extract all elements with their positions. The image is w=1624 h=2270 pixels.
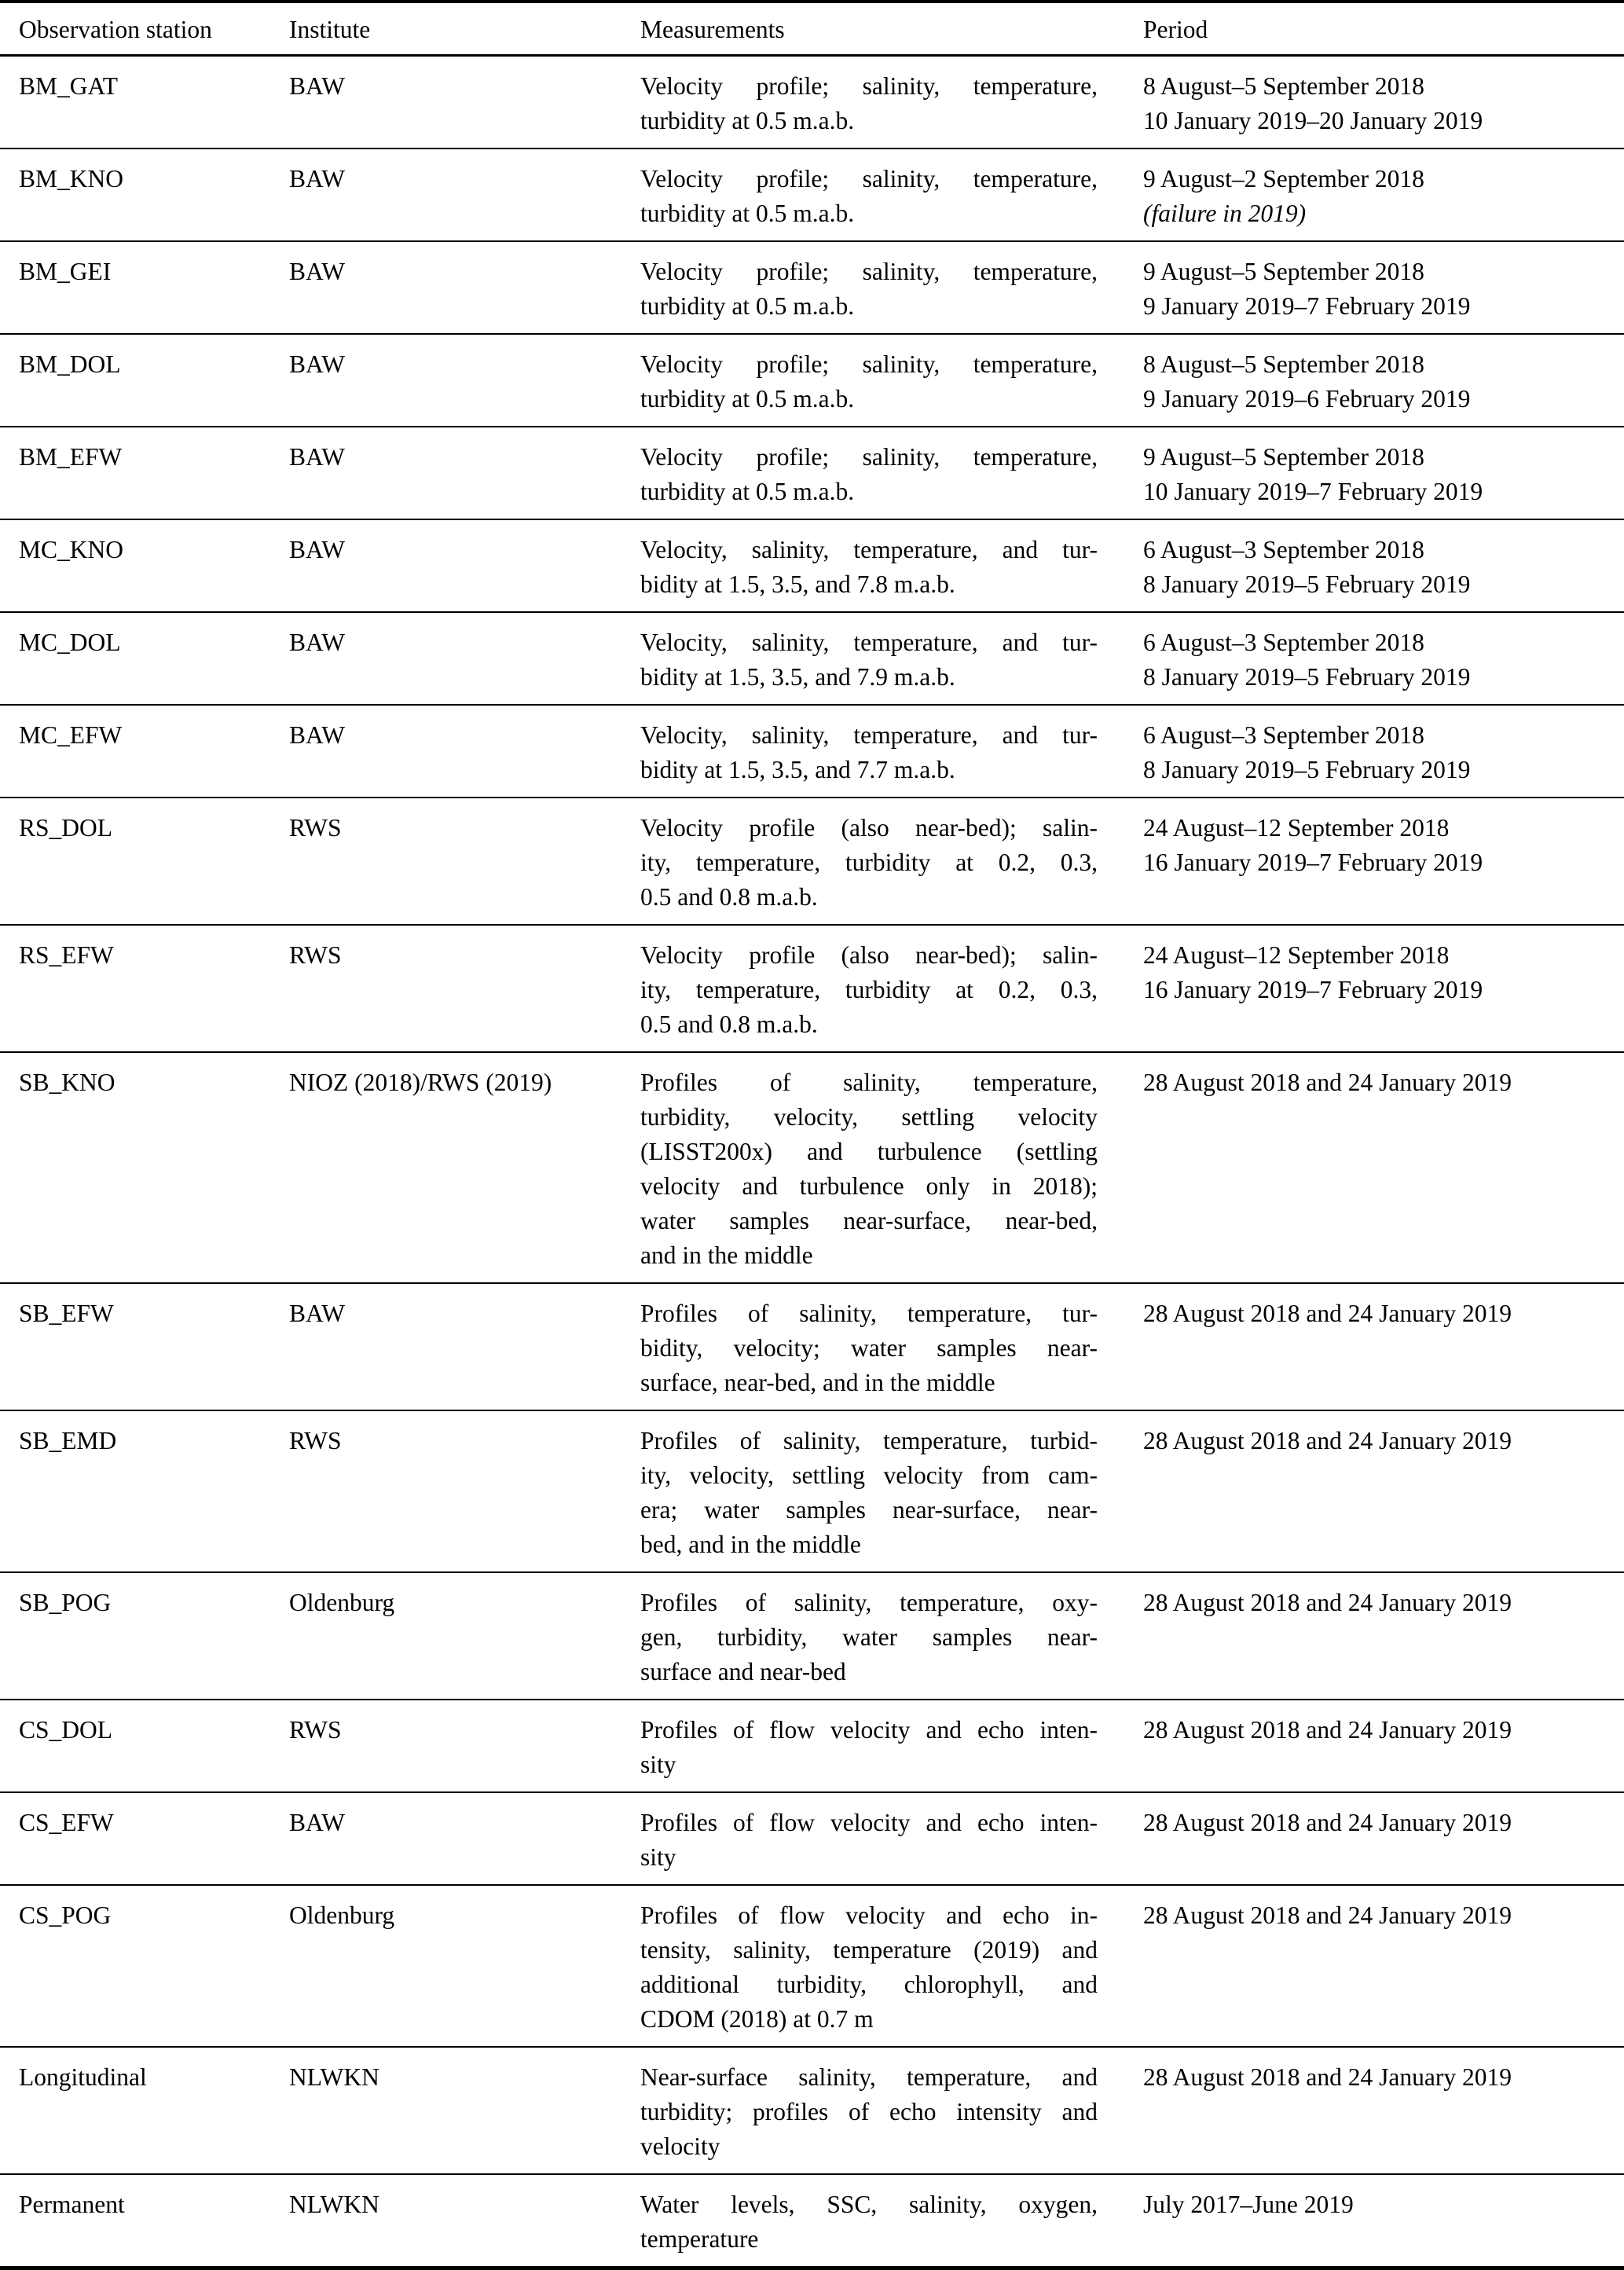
station-cell: BM_KNO: [19, 165, 124, 193]
institute-cell: BAW: [289, 629, 345, 656]
column-header-period: Period: [1143, 2, 1624, 56]
institute-cell: BAW: [289, 1809, 345, 1836]
measurements-cell: Velocity, salinity, temperature, and tur- bidity at 1.5, 3.5, and 7.9 m.a.b.: [640, 629, 1098, 691]
period-cell: 9 August–2 September 2018 (failure in 2019): [1143, 165, 1424, 227]
station-cell: MC_KNO: [19, 536, 124, 563]
measurements-cell: Velocity, salinity, temperature, and tur- bidity at 1.5, 3.5, and 7.7 m.a.b.: [640, 721, 1098, 783]
period-cell: 28 August 2018 and 24 January 2019: [1143, 1901, 1512, 1929]
institute-cell: Oldenburg: [289, 1901, 395, 1929]
row-sb-kno: [0, 1052, 1624, 1283]
station-cell: BM_GEI: [19, 258, 112, 285]
period-cell: 28 August 2018 and 24 January 2019: [1143, 1716, 1512, 1744]
row-bm-kno: [0, 149, 1624, 241]
measurements-cell: Velocity profile (also near-bed); salin- ity, temperature, turbidity at 0.2, 0.3, 0.5 and 0.8 m.a.b.: [640, 814, 1098, 911]
row-mc-dol: [0, 612, 1624, 705]
row-sb-efw: [0, 1283, 1624, 1410]
institute-cell: RWS: [289, 814, 342, 842]
column-header-institute: Institute: [289, 2, 640, 56]
measurements-cell: Profiles of flow velocity and echo inten- sity: [640, 1716, 1098, 1778]
period-cell: 9 August–5 September 2018 10 January 2019–7 February 2019: [1143, 443, 1483, 505]
measurements-cell: Profiles of salinity, temperature, turbidity, velocity, settling velocity (LISST200x) and turbulence (settling velocity and turbulence only in 2018); water samples near-surface, near-bed, and in the middle: [640, 1069, 1098, 1269]
period-cell: 28 August 2018 and 24 January 2019: [1143, 1300, 1512, 1327]
period-cell: 28 August 2018 and 24 January 2019: [1143, 1589, 1512, 1616]
row-mc-efw: [0, 705, 1624, 798]
table-body: [0, 56, 1624, 2268]
row-longitudinal: [0, 2047, 1624, 2174]
column-header-observation-station: Observation station: [0, 2, 289, 56]
period-cell: 28 August 2018 and 24 January 2019: [1143, 1427, 1512, 1454]
period-cell: 6 August–3 September 2018 8 January 2019–5 February 2019: [1143, 721, 1471, 783]
station-cell: SB_POG: [19, 1589, 112, 1616]
station-cell: CS_EFW: [19, 1809, 114, 1836]
table-header: [0, 2, 1624, 56]
station-cell: MC_EFW: [19, 721, 123, 749]
institute-cell: BAW: [289, 350, 345, 378]
period-cell: 6 August–3 September 2018 8 January 2019–5 February 2019: [1143, 536, 1471, 598]
row-permanent: [0, 2174, 1624, 2268]
measurements-cell: Water levels, SSC, salinity, oxygen, temperature: [640, 2191, 1098, 2253]
measurements-cell: Near-surface salinity, temperature, and turbidity; profiles of echo intensity and velocity: [640, 2063, 1098, 2160]
period-cell: 28 August 2018 and 24 January 2019: [1143, 1069, 1512, 1096]
row-bm-gei: [0, 241, 1624, 334]
row-rs-dol: [0, 798, 1624, 925]
period-cell: 9 August–5 September 2018 9 January 2019–7 February 2019: [1143, 258, 1471, 320]
institute-cell: BAW: [289, 536, 345, 563]
institute-cell: RWS: [289, 1716, 342, 1744]
institute-cell: NLWKN: [289, 2191, 379, 2218]
station-cell: CS_POG: [19, 1901, 112, 1929]
institute-cell: Oldenburg: [289, 1589, 395, 1616]
measurements-cell: Velocity profile; salinity, temperature, turbidity at 0.5 m.a.b.: [640, 258, 1098, 320]
measurements-cell: Velocity profile (also near-bed); salin- ity, temperature, turbidity at 0.2, 0.3, 0.5 and 0.8 m.a.b.: [640, 941, 1098, 1038]
row-cs-efw: [0, 1792, 1624, 1885]
institute-cell: BAW: [289, 443, 345, 471]
institute-cell: RWS: [289, 941, 342, 969]
period-cell: 24 August–12 September 2018 16 January 2019–7 February 2019: [1143, 941, 1483, 1003]
institute-cell: BAW: [289, 1300, 345, 1327]
measurements-cell: Profiles of flow velocity and echo in- tensity, salinity, temperature (2019) and additional turbidity, chlorophyll, and CDOM (2018) at 0.7 m: [640, 1901, 1098, 2033]
station-cell: BM_GAT: [19, 72, 119, 100]
institute-cell: BAW: [289, 72, 345, 100]
column-header-measurements: Measurements: [640, 2, 1143, 56]
station-cell: RS_EFW: [19, 941, 114, 969]
institute-cell: BAW: [289, 258, 345, 285]
measurements-cell: Velocity profile; salinity, temperature, turbidity at 0.5 m.a.b.: [640, 350, 1098, 413]
station-cell: Longitudinal: [19, 2063, 147, 2091]
period-cell: 8 August–5 September 2018 10 January 2019–20 January 2019: [1143, 72, 1483, 134]
row-sb-emd: [0, 1410, 1624, 1572]
period-cell: 8 August–5 September 2018 9 January 2019–6 February 2019: [1143, 350, 1471, 413]
measurements-cell: Velocity, salinity, temperature, and tur- bidity at 1.5, 3.5, and 7.8 m.a.b.: [640, 536, 1098, 598]
station-cell: Permanent: [19, 2191, 125, 2218]
station-cell: SB_EMD: [19, 1427, 117, 1454]
period-cell: 6 August–3 September 2018 8 January 2019–5 February 2019: [1143, 629, 1471, 691]
measurements-cell: Velocity profile; salinity, temperature, turbidity at 0.5 m.a.b.: [640, 72, 1098, 134]
row-bm-dol: [0, 334, 1624, 427]
institute-cell: BAW: [289, 721, 345, 749]
row-rs-efw: [0, 925, 1624, 1052]
row-cs-pog: [0, 1885, 1624, 2047]
measurements-cell: Velocity profile; salinity, temperature, turbidity at 0.5 m.a.b.: [640, 443, 1098, 505]
measurements-cell: Profiles of salinity, temperature, tur- bidity, velocity; water samples near- surface, near-bed, and in the middle: [640, 1300, 1098, 1396]
station-cell: BM_DOL: [19, 350, 121, 378]
row-sb-pog: [0, 1572, 1624, 1700]
station-cell: CS_DOL: [19, 1716, 113, 1744]
institute-cell: RWS: [289, 1427, 342, 1454]
period-cell: 24 August–12 September 2018 16 January 2019–7 February 2019: [1143, 814, 1483, 876]
measurements-cell: Profiles of flow velocity and echo inten- sity: [640, 1809, 1098, 1871]
header-row: [0, 2, 1624, 56]
period-cell: 28 August 2018 and 24 January 2019: [1143, 2063, 1512, 2091]
row-bm-gat: [0, 56, 1624, 149]
station-cell: MC_DOL: [19, 629, 121, 656]
institute-cell: NIOZ (2018)/RWS (2019): [289, 1069, 552, 1096]
measurements-cell: Profiles of salinity, temperature, turbid- ity, velocity, settling velocity from cam- era; water samples near-surface, near- bed, and in the middle: [640, 1427, 1098, 1558]
row-cs-dol: [0, 1700, 1624, 1792]
station-cell: RS_DOL: [19, 814, 113, 842]
period-cell: 28 August 2018 and 24 January 2019: [1143, 1809, 1512, 1836]
station-cell: SB_KNO: [19, 1069, 115, 1096]
institute-cell: NLWKN: [289, 2063, 379, 2091]
row-mc-kno: [0, 519, 1624, 612]
measurements-cell: Profiles of salinity, temperature, oxy- gen, turbidity, water samples near- surface and near-bed: [640, 1589, 1098, 1685]
period-cell: July 2017–June 2019: [1143, 2191, 1354, 2218]
measurements-cell: Velocity profile; salinity, temperature, turbidity at 0.5 m.a.b.: [640, 165, 1098, 227]
row-bm-efw: [0, 427, 1624, 519]
institute-cell: BAW: [289, 165, 345, 193]
station-cell: BM_EFW: [19, 443, 123, 471]
station-cell: SB_EFW: [19, 1300, 114, 1327]
